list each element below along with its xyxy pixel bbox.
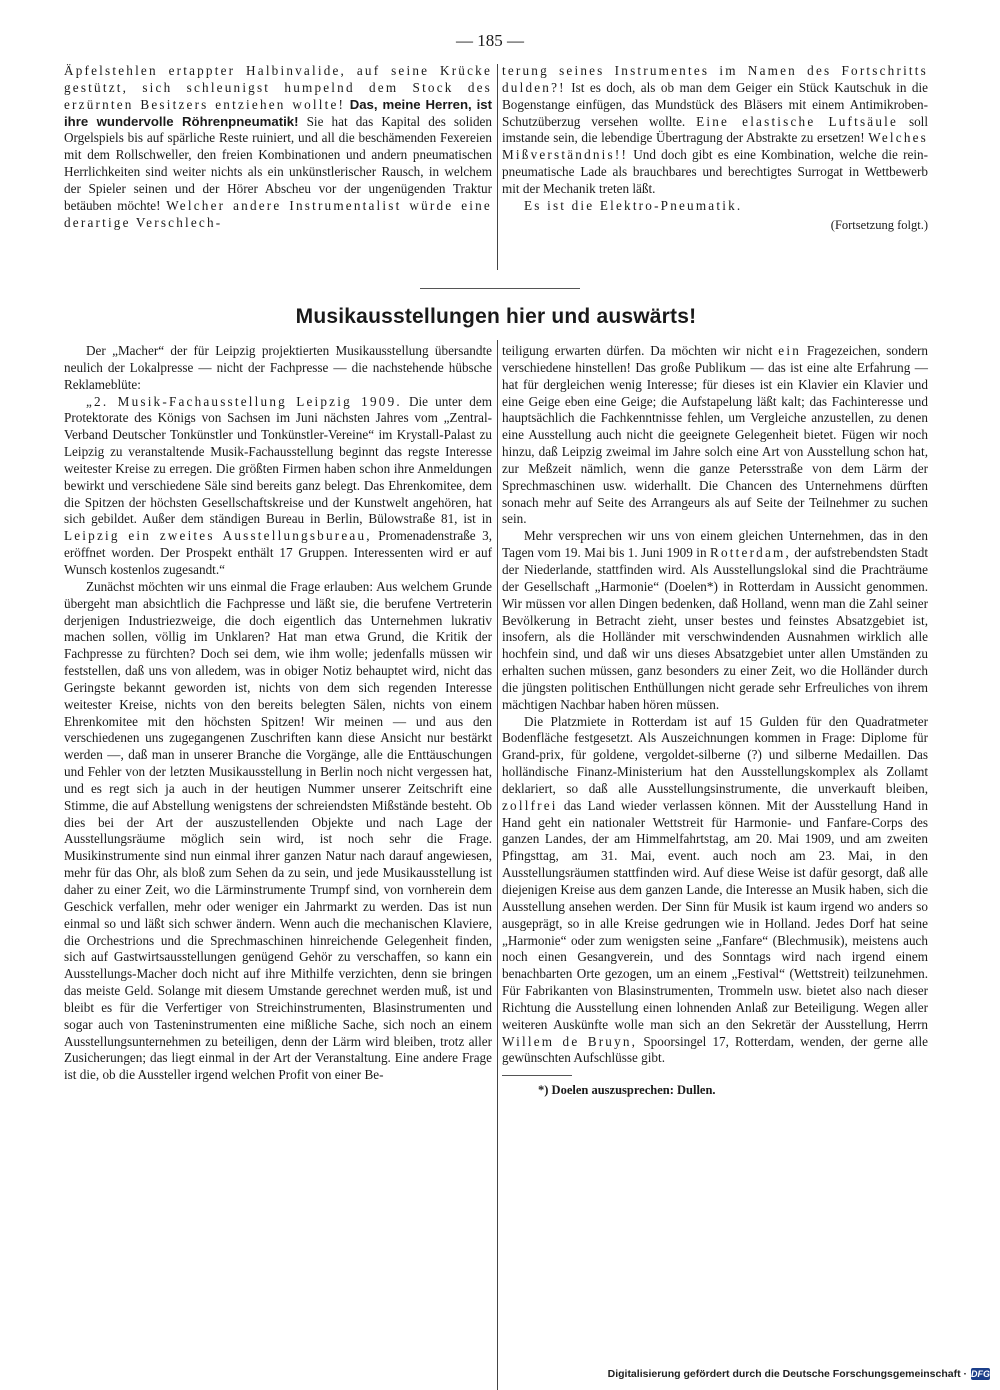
article-headline: Musikausstellungen hier und auswärts!: [295, 305, 697, 328]
paragraph-text: Sie hat das Kapital des soliden Orgelspiels bis auf spärliche Reste ruiniert, und all die beschämenden Fexereien mit dem Rollschweller, den freien Kombinationen und andern pneumatischen Herrlichkeiten sind weiter nichts als ein unkünstlerischer Rausch, in welchem der Spieler seinen und der Hörer Abscheu vor der ungenügenden Traktur betäuben möchte!: [64, 113, 492, 213]
paragraph-text: Mehr versprechen wir uns von einem gleichen Unternehmen, das in den Tagen vom 19. Mai bis 1. Juni 1909 in: [502, 528, 928, 561]
spaced-text: Rotterdam,: [710, 545, 791, 561]
bold-phrase: Das, meine Herren, ist ihre wundervolle Röhrenpneumatik!: [64, 96, 493, 129]
digitization-credits: [607, 1367, 990, 1381]
spaced-text: „2. Musik-Fachausstellung Leipzig 1909.: [86, 393, 402, 409]
dfg-logo-icon: [971, 1368, 990, 1380]
spaced-text: Welches Mißverständnis!!: [502, 130, 929, 163]
paragraph-text: Ist es doch, als ob man dem Geiger ein Stück Kautschuk in die Bogenstange einfügen, das Mundstück des Bläsers mit einem Antimikroben-Schutzüberzug versehen wollte.: [502, 79, 928, 129]
credits-text: Digitalisierung gefördert durch die Deutsche Forschungsgemeinschaft ·: [607, 1368, 967, 1380]
top-right-column: [502, 63, 928, 233]
paragraph-text: Die Platzmiete in Rotterdam ist auf 15 Gulden für den Quadratmeter Bodenfläche festgesetzt. Als Auszeichnungen kommen in Frage: Diplome für Grand-prix, für goldene, vergoldet-silberne (?) und silberne Medaillen. Das holländische Finanz-Ministerium hat den Ausstellungskomplex als Zollamt deklariert, so daß alle Ausstellungsinstrumente, die unverkauft bleiben,: [502, 713, 928, 796]
article-left-column: [64, 343, 492, 1084]
spaced-text: terung seines Instrumentes im Namen des Fortschritts dulden?!: [502, 63, 928, 95]
spaced-text: zollfrei: [502, 797, 558, 813]
paragraph: [502, 343, 928, 528]
paragraph-text: das Land wieder verlassen können. Mit der Ausstellung Hand in Hand geht ein nationaler Wettstreit für Harmonie- und Fanfare-Corps des ganzen Landes, der am Himmelfahrtstag, am 20. Mai 1909, und am zweiten Pfingsttag, am 31. Mai, event. auch noch am 23. Mai, in den Ausstellungsräumen stattfinden wird. Auf diese Weise ist dafür gesorgt, daß alle diejenigen Kreise aus dem ganzen Lande, die Interesse an Musik haben, sich die Ausstellung ansehen werden. Der Sinn für Musik ist kaum irgend wo anders so ausgeprägt, so in alle Kreise gedrungen wie in Holland. Jedes Dorf hat seine „Harmonie“ oder zum wenigsten seine „Fanfare“ (Blechmusik), meistens auch noch einen Gesangverein, und des Sonntags wird nach irgend einem benachbarten Orte gezogen, um an einem „Festival“ (Wettstreit) teilzunehmen. Für Fabrikanten von Blasinstrumenten, Trommeln usw. bietet also nach dieser Richtung die Ausstellung einen lohnenden Anlaß zur Beteiligung. Wegen aller weiteren Auskünfte wolle man sich an den Sekretär der Ausstellung, Herrn: [502, 797, 929, 1032]
paragraph: Der „Macher“ der für Leipzig projektierten Musikausstellung übersandte neulich der Lokalpresse — nicht der Fachpresse — die nachstehende hübsche Reklameblüte:: [64, 343, 492, 392]
spaced-text: Äpfelstehlen ertappter Halbinvalide, auf seine Krücke gestützt, sich schleunigst humpelnd dem Stock des erzürnten Besitzers entziehen wollte!: [64, 63, 492, 112]
spaced-text: Eine elastische Luftsäule: [696, 113, 899, 129]
spaced-text: Willem de Bruyn,: [502, 1033, 638, 1049]
paragraph: [502, 528, 928, 713]
page-number: — 185 —: [456, 31, 524, 50]
column-divider: [497, 64, 498, 270]
paragraph: [64, 394, 492, 579]
section-divider: [420, 288, 580, 289]
paragraph-text: Und doch gibt es eine Kombination, welche die rein-pneumatische Lade als brauchbares und berechtigtes Surrogat in Wettbewerb mit der Mechanik treten läßt.: [502, 147, 928, 196]
spaced-text: Es ist die Elektro-Pneumatik.: [524, 197, 743, 213]
paragraph: Zunächst möchten wir uns einmal die Frage erlauben: Aus welchem Grunde übergeht man absichtlich die Fachpresse und läßt sie, die berufene Vertreterin derjenigen Industriezweige, die doch eigentlich das Unternehmen lukrativ machen sollen, völlig im Unklaren? Hat man etwa Grund, die Kritik der Fachpresse zu fürchten? Doch sei dem, wie ihm wolle; jedenfalls müssen wir feststellen, daß uns von alledem, was in obiger Notiz behauptet wird, nicht das Geringste bekannt geworden ist, nichts von dem sich regenden Interesse weitester Kreise, nichts von den bereits belegten Sälen, nichts von einem Ehrenkomitee mit den höchsten Spitzen! Wir meinen — und aus den verschiedenen uns zugegangenen Zuschriften kann diese Ansicht nur bestärkt werden —, daß man in unserer Branche die Vorgänge, alle die Enttäuschungen und Fehler von der letzten Musikausstellung in Berlin noch nicht vergessen hat, und es regt sich ja auch in der heutigen Nummer unserer Zeitschrift eine Stimme, die auf Abstellung wenigstens der schreiendsten Mißstände besteht. Ob dies bei der Art der auszustellenden Objekte und nach Lage der Ausstellungsräume möglich sein wird, ist noch sehr die Frage. Musikinstrumente sind nun einmal ihrer ganzen Natur nach darauf angewiesen, mehr für das Ohr, als bloß zum Sehen da zu sein, und jede Musikausstellung ist daher zu einer Zeit, wo die Lärminstrumente Trumpf sind, von vornherein dem Geschick verfallen, mehr oder weniger ein Jahrmarkt zu werden. Das ist nun einmal so und läßt sich schwer ändern. Wenn auch die mechanischen Klaviere, die Orchestrions und die Sprechmaschinen hinreichende Gelegenheit finden, sich auf Gastwirtsausstellungen genügend Gehör zu verschaffen, so kann ein Ausstellungs-Macher doch nicht auf ihre Mithilfe verzichten, denn sie bringen das meiste Geld. Solange mit diesem Umstande gerechnet werden muß, ist und bleibt es für die Verfertiger von Streichinstrumenten, Blasinstrumenten und sogar auch von Tasteninstrumenten eine mißliche Sache, sich noch an einem Ausstellungsunternehmen zu beteiligen, denn der Lärm wird bleiben, trotz aller Zusicherungen; das liegt einmal in der Art der Veranstaltung. Eine andere Frage ist die, ob die Aussteller irgend welchen Profit von einer Be-: [64, 578, 492, 1083]
paragraph-text: Promenadenstraße 3, eröffnet worden. Der Prospekt enthält 17 Gruppen. Interessenten wird er auf Wunsch kostenlos zugesandt.“: [64, 528, 493, 577]
paragraph-text: soll imstande sein, die lebendige Übertragung der Abstrakte zu ersetzen!: [502, 113, 929, 146]
top-left-column: [64, 63, 492, 231]
paragraph-text: teiligung erwarten dürfen. Da möchten wir nicht: [502, 343, 773, 358]
footnote: *) Doelen auszusprechen: Dullen.: [538, 1083, 716, 1098]
spaced-text: ein: [778, 343, 801, 358]
paragraph-text: Spoorsingel 17, Rotterdam, wenden, der gerne alle gewünschten Aufschlüsse gibt.: [502, 1033, 928, 1066]
article-right-column: [502, 343, 928, 1099]
spaced-text: Leipzig ein zweites Ausstellungsbureau,: [64, 528, 372, 544]
paragraph-text: Die unter dem Protektorate des Königs von Sachsen im Juni nächsten Jahres vom „Zentral-Verband Deutscher Tonkünstler und Tonkünstler-Vereine“ im Krystall-Palast zu Leipzig zu veranstaltende Musik-Fachausstellung beginnt das regste Interesse weitester Kreise zu erregen. Die größten Firmen haben schon ihre Anmeldungen bewirkt und verschiedene Säle sind bereits ganz belegt. Das Ehrenkomitee, dem die Spitzen der höchsten Gesellschaftskreise und der Kunstwelt angehören, hat sich gebildet. Außer dem ständigen Bureau in Berlin, Bülowstraße 81, ist in: [64, 393, 493, 527]
paragraph-text: der aufstrebendsten Stadt der Niederlande, stattfinden wird. Als Ausstellungslokal sind die Prachträume der Gesellschaft „Harmonie“ (Doelen*) in Rotterdam in Aussicht genommen. Wir müssen vor allen Dingen bedenken, daß Holland, wenn man die Zahl seiner Bevölkerung in Betracht zieht, unser bestes und feinstes Absatzgebiet ist, insofern, als die Holländer mit verschwindenden Ausnahmen wirklich alle hochfein sind, und daß wir uns dieses Absatzgebiet unter allen Umständen zu erhalten suchen müssen, ganz besonders zu einer Zeit, wo die Holländer durch die jüngsten politischen Enthüllungen nicht gerade sehr Erfreuliches von ihrem mächtigen Nachbar haben hören müssen.: [502, 545, 928, 712]
column-divider: [497, 340, 498, 1390]
paragraph: [502, 714, 928, 1068]
paragraph-text: Fragezeichen, sondern verschiedene hinstellen! Das große Publikum — das ist eine alte Erfahrung — hat für dergleichen wenig Interesse; für dieses ist ein Klavier ein Klavier und eine Geige eben eine Geige; die Aufstapelung läßt kalt; das Fachinteresse und hauptsächlich die Fachkenntnisse fehlen, um Vergleiche anzustellen, zu denen eine Ausstellung auch nicht die geeignete Gelegenheit bietet. Fügen wir noch hinzu, daß Leipzig zweimal im Jahre solch eine Art von Ausstellung schon hat, zur Meßzeit nämlich, wenn die ganze Petersstraße von dem Lärm der Sprechmaschinen usw. widerhallt. Die Chancen des Unternehmens dürften sonach mehr auf Seite des Arrangeurs als auf Seite der Teilnehmer zu suchen sein.: [502, 343, 929, 527]
footnote-divider: [502, 1075, 572, 1076]
dfg-logo-text: DFG: [971, 1369, 990, 1379]
spaced-text: Welcher andere Instrumentalist würde eine derartige Verschlech-: [64, 197, 492, 230]
continued-note: (Fortsetzung folgt.): [830, 217, 928, 232]
